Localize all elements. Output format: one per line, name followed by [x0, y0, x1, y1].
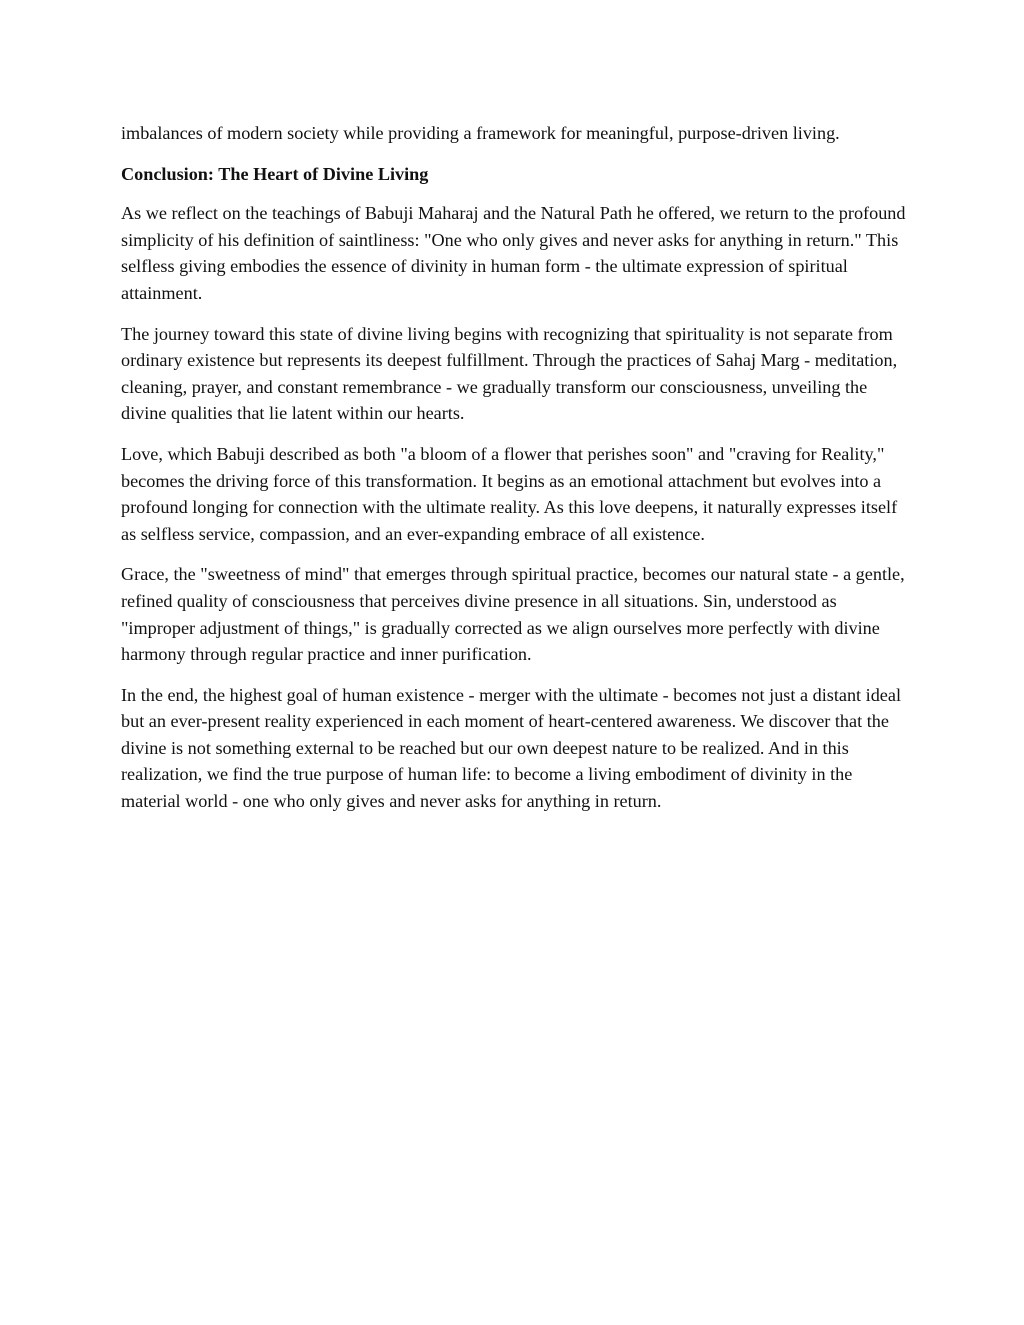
paragraph-reflection: As we reflect on the teachings of Babuji Maharaj and the Natural Path he offered, we return to the profound simplicity of his definition of saintliness: "One who only gives and never asks for anything in return." This selfless giving embodies the essence of divinity in human form - the ultimate expression of spiritual attainment. [121, 203, 906, 303]
paragraph-end: In the end, the highest goal of human existence - merger with the ultimate - becomes not just a distant ideal but an ever-present reality experienced in each moment of heart-centered awareness. We discover that the divine is not something external to be reached but our own deepest nature to be realized. And in this realization, we find the true purpose of human life: to become a living embodiment of divinity in the material world - one who only gives and never asks for anything in return. [121, 684, 901, 812]
paragraph-journey: The journey toward this state of divine living begins with recognizing that spirituality is not separate from ordinary existence but represents its deepest fulfillment. Through the practices of Sahaj Marg - meditation, cleaning, prayer, and constant remembrance - we gradually transform our consciousness, unveiling the divine qualities that lie latent within our hearts. [121, 323, 898, 424]
document-page [121, 120, 911, 829]
section-heading: Conclusion: The Heart of Divine Living [121, 163, 429, 184]
lead-paragraph: imbalances of modern society while providing a framework for meaningful, purpose-driven living. [121, 123, 840, 143]
paragraph-love: Love, which Babuji described as both "a bloom of a flower that perishes soon" and "craving for Reality," becomes the driving force of this transformation. It begins as an emotional attachment but evolves into a profound longing for connection with the ultimate reality. As this love deepens, it naturally expresses itself as selfless service, compassion, and an ever-expanding embrace of all existence. [121, 443, 898, 544]
paragraph-grace: Grace, the "sweetness of mind" that emerges through spiritual practice, becomes our natural state - a gentle, refined quality of consciousness that perceives divine presence in all situations. Sin, understood as "improper adjustment of things," is gradually corrected as we align ourselves more perfectly with divine harmony through regular practice and inner purification. [121, 564, 905, 665]
